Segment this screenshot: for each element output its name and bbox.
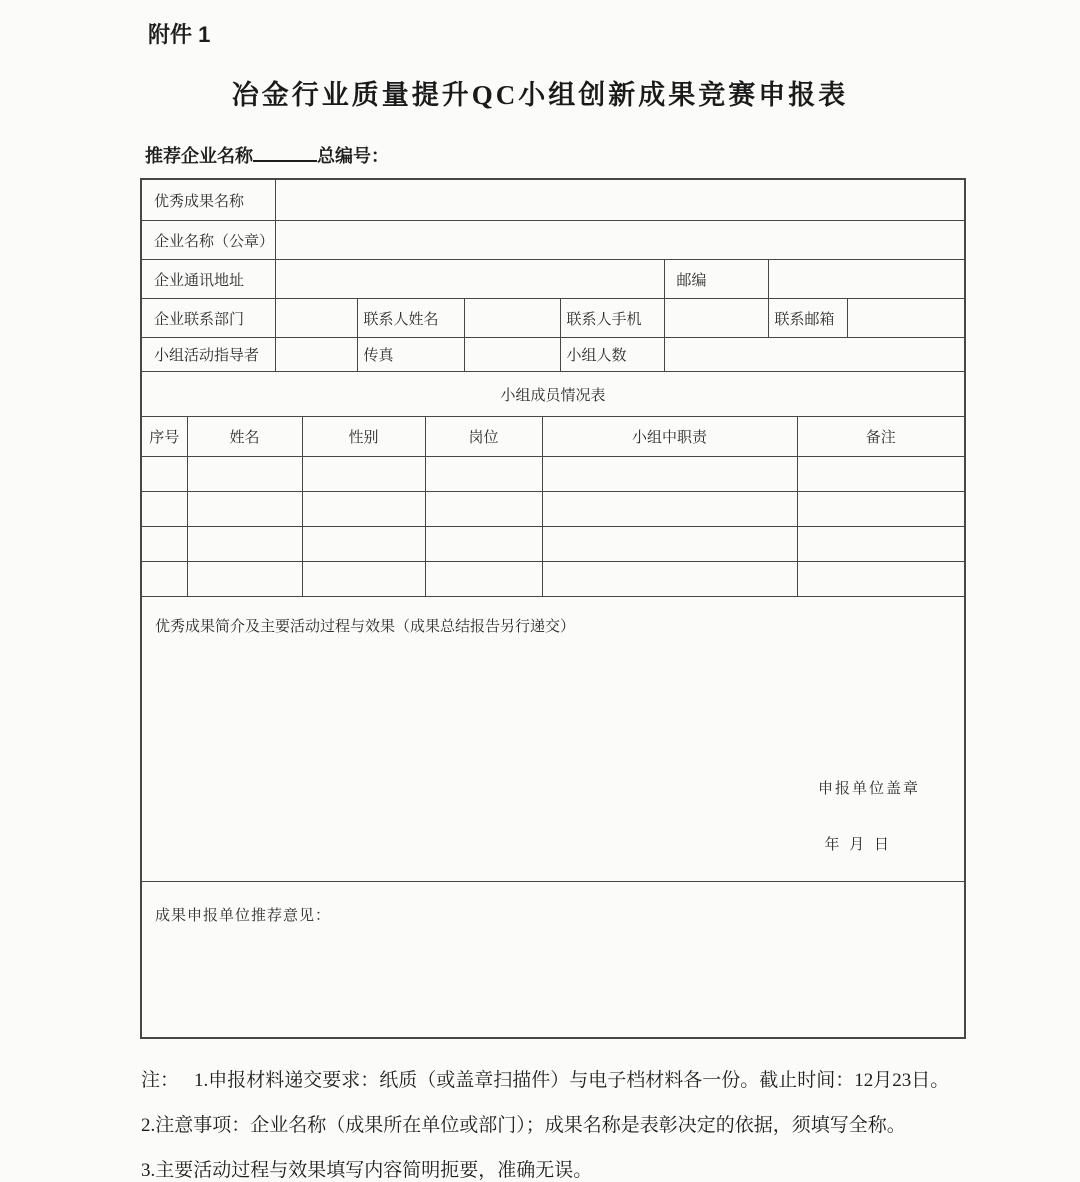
member-row [142, 492, 964, 527]
note-text-1: 1.申报材料递交要求：纸质（或盖章扫描件）与电子档材料各一份。截止时间：12月23日。 [194, 1070, 949, 1091]
member-cell [542, 457, 797, 492]
summary-title: 优秀成果简介及主要活动过程与效果（成果总结报告另行递交） [142, 597, 964, 636]
member-header-duty: 小组中职责 [542, 417, 797, 457]
notes-section [141, 1069, 1001, 1182]
recommend-company-label: 推荐企业名称 [145, 146, 253, 166]
member-cell [302, 492, 425, 527]
form-title: 冶金行业质量提升QC小组创新成果竞赛申报表 [0, 73, 1080, 112]
company-address-cell [275, 260, 664, 299]
company-address-label: 企业通讯地址 [142, 260, 275, 299]
achievement-name-label: 优秀成果名称 [142, 180, 275, 221]
contact-department-label: 企业联系部门 [142, 299, 275, 338]
member-cell [425, 457, 542, 492]
member-cell [302, 527, 425, 562]
member-cell [797, 457, 964, 492]
member-cell [425, 527, 542, 562]
table-row [142, 299, 964, 338]
table-row [142, 338, 964, 372]
recommendation-label: 成果申报单位推荐意见： [142, 882, 964, 925]
contact-info-table [142, 180, 964, 416]
contact-mobile-label: 联系人手机 [560, 299, 664, 338]
fax-label: 传真 [357, 338, 464, 372]
contact-email-cell [847, 299, 964, 338]
contact-name-cell [464, 299, 560, 338]
member-cell [142, 457, 187, 492]
member-cell [302, 562, 425, 597]
member-cell [425, 492, 542, 527]
serial-number-label: 总编号： [317, 146, 389, 166]
member-cell [542, 562, 797, 597]
member-row [142, 562, 964, 597]
company-name-cell [275, 221, 964, 260]
recommendation-section [142, 881, 964, 1037]
note-item-1 [141, 1069, 1001, 1093]
contact-email-label: 联系邮箱 [768, 299, 847, 338]
achievement-name-cell [275, 180, 964, 221]
member-cell [542, 492, 797, 527]
summary-section [142, 596, 964, 881]
application-form-table [140, 178, 966, 1039]
date-label: 年 月 日 [824, 833, 892, 854]
fax-cell [464, 338, 560, 372]
contact-mobile-cell [664, 299, 768, 338]
members-table-block [142, 416, 964, 596]
member-header-remark: 备注 [797, 417, 964, 457]
member-cell [187, 492, 302, 527]
member-cell [187, 527, 302, 562]
member-header-position: 岗位 [425, 417, 542, 457]
member-header-index: 序号 [142, 417, 187, 457]
member-cell [425, 562, 542, 597]
member-cell [142, 492, 187, 527]
group-size-cell [664, 338, 964, 372]
member-cell [187, 562, 302, 597]
group-size-label: 小组人数 [560, 338, 664, 372]
members-header-row [142, 417, 964, 457]
stamp-label: 申报单位盖章 [818, 777, 920, 798]
member-cell [797, 527, 964, 562]
postcode-label: 邮编 [664, 260, 768, 299]
notes-prefix: 注： [141, 1070, 179, 1091]
member-cell [142, 562, 187, 597]
member-row [142, 457, 964, 492]
attachment-label: 附件 1 [148, 18, 1080, 49]
group-instructor-label: 小组活动指导者 [142, 338, 275, 372]
blank-underline [253, 158, 317, 162]
table-row [142, 180, 964, 221]
members-section-header [142, 372, 964, 417]
member-cell [797, 492, 964, 527]
table-row [142, 221, 964, 260]
note-item-2: 2.注意事项：企业名称（成果所在单位或部门）；成果名称是表彰决定的依据，须填写全称。 [141, 1114, 1001, 1138]
company-name-label: 企业名称（公章） [142, 221, 275, 260]
member-cell [142, 527, 187, 562]
member-cell [187, 457, 302, 492]
note-item-3: 3.主要活动过程与效果填写内容简明扼要，准确无误。 [141, 1159, 1001, 1182]
group-instructor-cell [275, 338, 357, 372]
member-cell [302, 457, 425, 492]
contact-name-label: 联系人姓名 [357, 299, 464, 338]
member-cell [797, 562, 964, 597]
recommend-company-line [145, 142, 1080, 168]
member-cell [542, 527, 797, 562]
members-section-title: 小组成员情况表 [142, 372, 964, 417]
member-header-gender: 性别 [302, 417, 425, 457]
postcode-cell [768, 260, 964, 299]
contact-department-cell [275, 299, 357, 338]
table-row [142, 260, 964, 299]
member-row [142, 527, 964, 562]
member-header-name: 姓名 [187, 417, 302, 457]
members-table [142, 417, 964, 596]
